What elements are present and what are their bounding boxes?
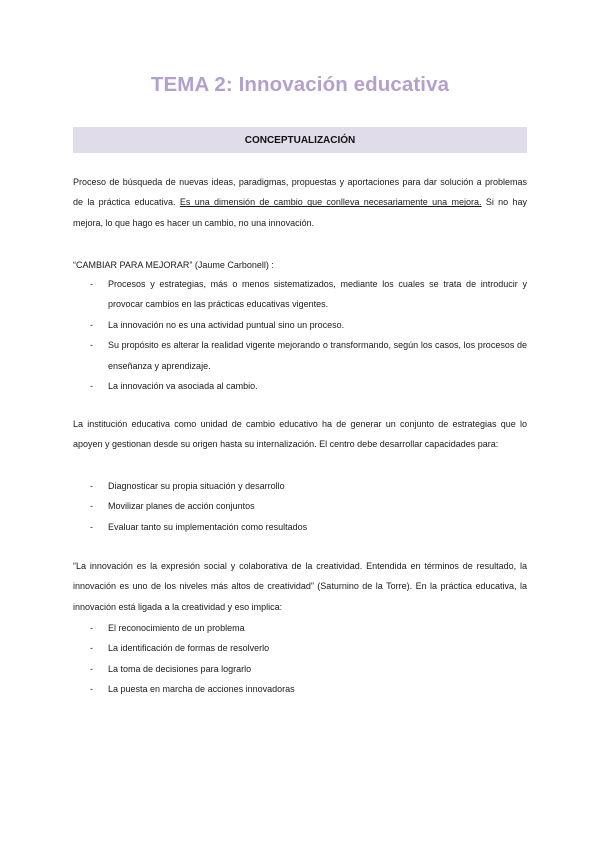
bullet-dash: - <box>90 643 93 654</box>
list-item <box>73 335 527 376</box>
page-title: TEMA 2: Innovación educativa <box>150 73 450 96</box>
creativity-paragraph: “La innovación es la expresión social y colaborativa de la creatividad. Entendida en términos de resultado, la innovación es uno de los niveles más altos de creatividad” (Saturnino de la Torre). En la práctica educativa, la innovación está ligada a la creatividad y eso implica: <box>73 561 527 612</box>
list-item <box>73 659 527 679</box>
institution-paragraph: La institución educativa como unidad de cambio educativo ha de generar un conjunto de estrategias que lo apoyen y gestionan desde su origen hasta su internalización. El centro debe desarrollar capacidades para: <box>73 419 527 450</box>
quote-label: “CAMBIAR PARA MEJORAR” (Jaume Carbonell) : <box>73 260 274 270</box>
bullet-dash: - <box>90 381 93 392</box>
bullet-dash: - <box>90 279 93 289</box>
section-heading <box>73 127 527 153</box>
list-item <box>73 496 527 516</box>
bullet-dash: - <box>90 623 93 633</box>
list-implica <box>73 618 527 700</box>
list-item-text: Movilizar planes de acción conjuntos <box>108 501 255 512</box>
section-heading-label: CONCEPTUALIZACIÓN <box>244 134 356 146</box>
list-item <box>73 679 527 699</box>
list-item-text: La toma de decisiones para lograrlo <box>108 663 252 674</box>
list-item <box>73 476 527 496</box>
list-item-text: La innovación va asociada al cambio. <box>108 381 258 392</box>
list-item <box>73 618 527 638</box>
bullet-dash: - <box>90 340 93 351</box>
list-item-text: La innovación no es una actividad puntual sino un proceso. <box>108 319 345 330</box>
list-item-text: Procesos y estrategias, más o menos sistematizados, mediante los cuales se trata de introducir y provocar cambios en las prácticas educativas vigentes. <box>108 279 527 310</box>
list-item-text: Diagnosticar su propia situación y desarrollo <box>108 481 285 491</box>
list-item <box>73 638 527 658</box>
intro-underlined: Es una dimensión de cambio que conlleva necesariamente una mejora. <box>179 197 482 208</box>
intro-text: Proceso de búsqueda de nuevas ideas, paradigmas, propuestas y aportaciones para dar solución a problemas de la práctica educativa. <box>73 177 527 208</box>
list-item-text: Su propósito es alterar la realidad vigente mejorando o transformando, según los casos, los procesos de enseñanza y aprendizaje. <box>108 340 527 371</box>
bullet-dash: - <box>90 501 93 512</box>
list-item-text: El reconocimiento de un problema <box>108 623 245 633</box>
list-item-text: La puesta en marcha de acciones innovadoras <box>108 684 295 695</box>
list-item-text: Evaluar tanto su implementación como resultados <box>108 521 308 532</box>
list-item <box>73 376 527 396</box>
bullet-dash: - <box>90 663 93 674</box>
list-capacidades <box>73 476 527 537</box>
bullet-dash: - <box>90 319 93 330</box>
list-item <box>73 274 527 315</box>
list-item <box>73 517 527 537</box>
intro-paragraph <box>73 172 527 233</box>
bullet-dash: - <box>90 684 93 695</box>
bullet-dash: - <box>90 481 93 491</box>
list-cambiar <box>73 274 527 396</box>
intro-tail: Si no hay mejora, lo que hago es hacer un cambio, no una innovación. <box>73 197 528 228</box>
bullet-dash: - <box>90 521 93 532</box>
list-item-text: La identificación de formas de resolverlo <box>108 643 270 654</box>
list-item <box>73 315 527 335</box>
